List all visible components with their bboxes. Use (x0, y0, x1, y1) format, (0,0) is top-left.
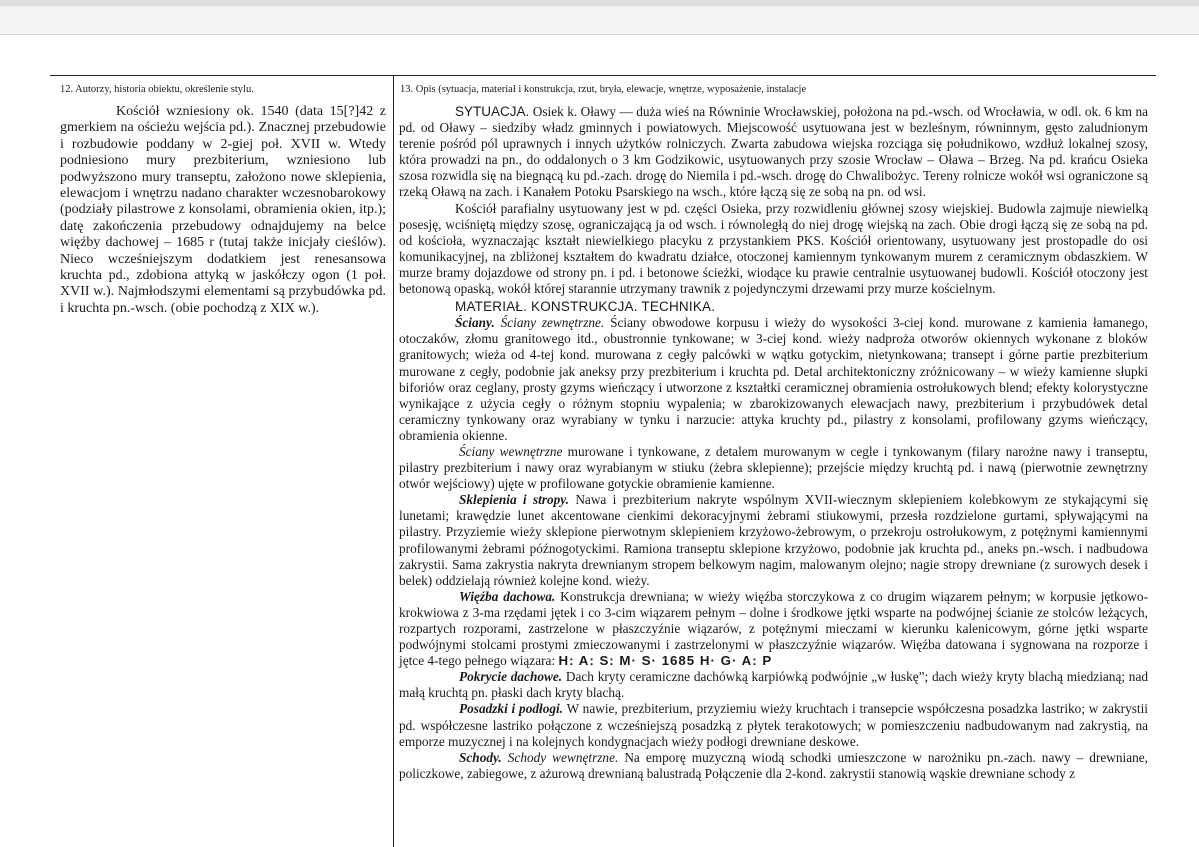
sklepienia-label: Sklepienia i stropy. (459, 492, 570, 508)
schody-wewnetrzne-label: Schody wewnętrzne. (507, 749, 619, 765)
pokrycie-paragraph: Pokrycie dachowe. Dach kryty ceramiczne dachówką karpiówką podwójnie „w łuskę”; dach wieży kryty blachą miedzianą; nad małą kruchtą pn. płaski dach kryty blachą. (399, 669, 1149, 701)
description-column (399, 104, 1148, 782)
sciany-paragraph: Ściany. Ściany zewnętrzne. Ściany obwodowe korpusu i wieży do wysokości 3-ciej kond. murowane z kamienia łamanego, otoczaków, złomu granitowego itd., obustronnie tynkowane; w 3-ciej kond. wieży nadproża otworów okiennych wykonane z bloków granitowych; wieża od 4-tej kond. murowana z cegły palcówki w wątku gotyckim, nietynkowana; transept i górne partie prezbiterium murowane z cegły, podobnie jak aneksy przy prezbiterium i kruchta pd. Detal architektoniczny zróżnicowany – w wieży kamienne słupki biforiów oraz ceglany, prosty gzyms wieńczący i utworzone z kształtki ceramicznej obramienia ostrołukowych blend; efekty kolorystyczne wynikające z użycia cegły o różnym stopniu wypalenia; w zbarokizowanych elewacjach nawy, prezbiterium i przybudówek detal ceramiczny tynkowany oraz wyrabiany w tynku i narzucie: attyka kruchty pd., pilastry z konsolami, profilowany gzyms wieńczący, obramienia okienne. (399, 315, 1148, 443)
posadzki-label: Posadzki i podłogi. (459, 701, 564, 717)
sciany-wewnetrzne-paragraph: Ściany wewnętrzne murowane i tynkowane, z detalem murowanym w cegle i tynkowanym (filary narożne nawy i transeptu, pilastry prezbiterium i nawy oraz wyrabianym w stiuku (żebra sklepienne); przejście między kruchtą pd. i nawą (pierwotnie zewnętrzny otwór wejściowy) ujęte w profilowane gotyckie obramienie kamienne. (399, 443, 1148, 492)
sytuacja-label: SYTUACJA. (455, 104, 530, 119)
schody-paragraph: Schody. Schody wewnętrzne. Na emporę muzyczną wiodą schodki umieszczone w narożniku pn.-zach. nawy – drewniane, policzkowe, zabiegowe, z ażurową drewnianą balustradą Połączenie dla 2-kond. zakrystii stanowią wąskie drewniane schody z (399, 749, 1148, 781)
sciany-label: Ściany. (455, 315, 495, 331)
sklepienia-paragraph: Sklepienia i stropy. Nawa i prezbiterium nakryte wspólnym XVII-wiecznym sklepieniem kolebkowym ze stykającymi się lunetami; krawędzie lunet akcentowane cienkimi dekoracyjnymi żebrami stiukowymi, przesła rozdzielone gurtami, spływającymi na pilastry. Przyziemie wieży sklepione pierwotnym sklepieniem krzyżowo-żebrowym, o przekroju ostrołukowym, z potężnymi kamiennymi profilowanymi żebrami późnogotyckimi. Ramiona transeptu sklepione krzyżowo, podobnie jak kruchta pd., aneks pn.-wsch. i nadbudowa zakrystii. Sama zakrystia nakryta drewnianym stropem belkowym nagim, malowanym olejno; nagie stropy drewniane (z surowych desek i belek) oddzielają również kolejne kond. wieży. (399, 492, 1148, 588)
sytuacja-paragraph-1: SYTUACJA. Osiek k. Oławy — duża wieś na Równinie Wrocławskiej, położona na pd.-wsch. od Wrocławia, w odl. ok. 6 km na pd. od Oławy – siedziby władz gminnych i powiatowych. Miejscowość usytuowana jest w bezleśnym, równinnym, gęsto zaludnionym terenie pośród pól uprawnych i innych użytków rolniczych. Zwarta zabudowa wiejska rozciąga się południkowo, wzdłuż lokalnej szosy, która prowadzi na pn., do oddalonych o 3 km Godzikowic, usytuowanych przy szosie Wrocław – Oława – Brzeg. Na pd. krańcu Osieka szosa rozwidla się na biegnącą ku pd.-zach. drogę do Niemila i pd.-wsch. drogę do Chwalibożyc. Tereny rolnicze wokół wsi ograniczone są rzeką Oławą na zach. i Kanałem Potoku Psarskiego na wsch., które łączą się ze sobą na pn. od wsi. (399, 104, 1148, 200)
section-13-header: 13. Opis (sytuacja, materiał i konstrukcja, rzut, bryła, elewacje, wnętrze, wyposażenie, instalacje (400, 84, 807, 95)
scan-top-shadow (0, 0, 1199, 6)
wiezba-label: Więźba dachowa. (459, 588, 556, 604)
history-column (60, 104, 386, 317)
wiezba-inscription: H: A: S: M· S· 1685 H· G· A: P (558, 653, 773, 669)
section-12-header: 12. Autorzy, historia obiektu, określenie stylu. (60, 84, 254, 95)
material-heading: MATERIAŁ. KONSTRUKCJA. TECHNIKA. (455, 299, 716, 315)
sciany-zewnetrzne-label: Ściany zewnętrzne. (500, 315, 605, 331)
sciany-wewnetrzne-label: Ściany wewnętrzne (459, 443, 563, 459)
sytuacja-paragraph-2: Kościół parafialny usytuowany jest w pd. części Osieka, przy rozwidleniu głównej szosy wiejskiej. Budowla zajmuje niewielką posesję, wciśniętą między szosę, ograniczającą ja od wsch. i równoległą do niej drogę wiejską na zach. Obie drogi łączą się ze sobą na pd. od kościoła, wyznaczając kształt niewielkiego placyku z przystankiem PKS. Kościół orientowany, usytuowany jest prostopadle do osi komunikacyjnej, na zbliżonej kształtem do kwadratu działce, otoczonej kamiennym tynkowanym murem z ceramicznym obdaszkiem. W murze bramy dojazdowe od strony pn. i pd. i betonowe ścieżki, wiodące ku prawie centralnie usytuowanej budowli. Kościół otoczony jest betonową opaską, wokół której starannie utrzymany trawnik z pojedynczymi drzewami przy murze kościelnym. (399, 200, 1148, 297)
header-rule (50, 75, 1156, 76)
pokrycie-label: Pokrycie dachowe. (459, 669, 563, 685)
schody-label: Schody. (459, 749, 502, 765)
history-paragraph: Kościół wzniesiony ok. 1540 (data 15[?]42 z gmerkiem na ościeżu wejścia pd.). Znacznej przebudowie i rozbudowie poddany w 2-giej poł. XVII w. Wtedy podniesiono mury prezbiterium, wzniesiono lub podwyższono mury transeptu, założono nowe sklepienia, elewacjom i wnętrzu nadano charakter wczesnobarokowy (podziały pilastrowe z konsolami, obramienia okien, itp.); datę zakończenia przebudowy odnajdujemy na belce więźby dachowej – 1685 r (tutaj także inicjały cieślów). Nieco wcześniejszym dodatkiem jest renesansowa kruchta pd., zdobiona attyką w jaskółczy ogon (1 poł. XVII w.). Najmłodszymi elementami są przybudówka pd. i kruchta pn.-wsch. (obie pochodzą z XIX w.). (60, 104, 386, 316)
posadzki-paragraph: Posadzki i podłogi. W nawie, prezbiterium, przyziemiu wieży kruchtach i transepcie współczesna posadzka lastriko; w zakrystii pd. współczesne lastriko połączone z wcześniejszą posadzką z płytek terakotowych; w pomieszczeniu nadbudowanym nad zakrystią, na emporze muzycznej i na kolejnych kondygnacjach wieży podłogi drewniane deskowe. (399, 701, 1148, 749)
column-divider (393, 75, 394, 847)
wiezba-paragraph: Więźba dachowa. Konstrukcja drewniana; w wieży więźba storczykowa z co drugim wiązarem pełnym; w korpusie jętkowo-krokwiowa z 3-ma rzędami jętek i co 3-cim wiązarem pełnym – dolne i środkowe jętki wsparte na podwójnej ścianie ze stolców leżących, rozpartych rozporami, zastrzelone w płaszczyźnie wiązarów, z potężnymi mieczami w kierunku kalenicowym, górne jętki wsparte podwójnymi stolcami prostymi zmieczowanymi i zastrzelonymi w płaszczyźnie wiązarów. Więźba datowana i sygnowana na rozporze i jętce 4-tego pełnego wiązara: H: A: S: M· S· 1685 H· G· A: P (399, 588, 1148, 669)
